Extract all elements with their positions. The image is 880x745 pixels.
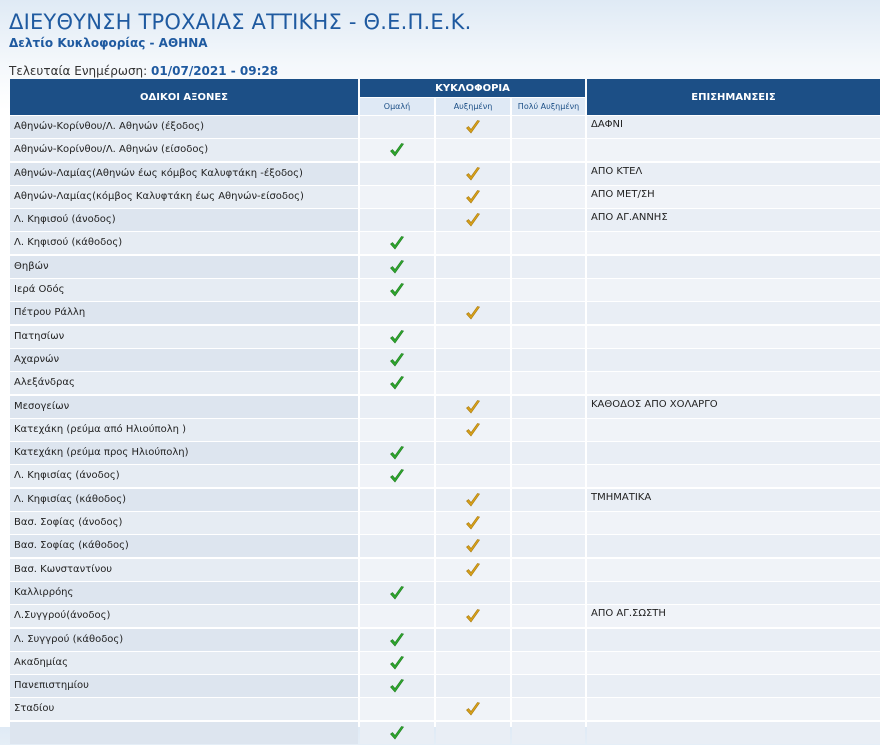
table-row — [10, 302, 880, 325]
cell-increased — [436, 722, 510, 744]
checkmark-icon — [465, 422, 481, 438]
traffic-table — [10, 79, 880, 745]
cell-normal — [360, 256, 434, 278]
road-name: Καλλιρρόης — [10, 582, 358, 604]
cell-normal — [360, 163, 434, 185]
cell-normal — [360, 512, 434, 534]
table-row — [10, 419, 880, 442]
note-cell — [587, 582, 880, 604]
road-name: Λ. Κηφισού (άνοδος) — [10, 209, 358, 231]
road-name: Λ.Συγγρού(άνοδος) — [10, 605, 358, 627]
cell-very-increased — [512, 349, 585, 371]
table-row — [10, 349, 880, 372]
table-row — [10, 698, 880, 721]
road-name: Αχαρνών — [10, 349, 358, 371]
cell-increased — [436, 186, 510, 208]
checkmark-icon — [389, 678, 405, 694]
page-title: ΔΙΕΥΘΥΝΣΗ ΤΡΟΧΑΙΑΣ ΑΤΤΙΚΗΣ - Θ.Ε.Π.Ε.Κ. — [9, 10, 472, 34]
cell-increased — [436, 419, 510, 441]
cell-very-increased — [512, 372, 585, 394]
table-body — [10, 116, 880, 745]
cell-very-increased — [512, 629, 585, 651]
cell-very-increased — [512, 396, 585, 418]
checkmark-icon — [465, 538, 481, 554]
cell-normal — [360, 372, 434, 394]
road-name: Λ. Κηφισίας (κάθοδος) — [10, 489, 358, 511]
cell-increased — [436, 396, 510, 418]
cell-very-increased — [512, 326, 585, 348]
cell-normal — [360, 489, 434, 511]
checkmark-icon — [389, 142, 405, 158]
checkmark-icon — [465, 701, 481, 717]
note-cell — [587, 419, 880, 441]
checkmark-icon — [465, 212, 481, 228]
cell-increased — [436, 605, 510, 627]
table-row — [10, 605, 880, 628]
table-row — [10, 139, 880, 162]
table-row — [10, 535, 880, 558]
checkmark-icon — [389, 468, 405, 484]
table-row — [10, 629, 880, 652]
table-row — [10, 652, 880, 675]
road-name: Ιερά Οδός — [10, 279, 358, 301]
checkmark-icon — [389, 445, 405, 461]
checkmark-icon — [465, 562, 481, 578]
checkmark-icon — [389, 632, 405, 648]
checkmark-icon — [465, 166, 481, 182]
table-row — [10, 163, 880, 186]
cell-increased — [436, 163, 510, 185]
note-cell — [587, 698, 880, 720]
cell-increased — [436, 279, 510, 301]
checkmark-icon — [389, 375, 405, 391]
table-row — [10, 186, 880, 209]
table-row — [10, 559, 880, 582]
road-name: Πέτρου Ράλλη — [10, 302, 358, 324]
cell-very-increased — [512, 489, 585, 511]
checkmark-icon — [465, 189, 481, 205]
cell-normal — [360, 465, 434, 487]
cell-normal — [360, 349, 434, 371]
last-updated — [9, 64, 278, 78]
table-row — [10, 326, 880, 349]
road-name: Αθηνών-Λαμίας(Αθηνών έως κόμβος Καλυφτάκη -έξοδος) — [10, 163, 358, 185]
note-cell — [587, 232, 880, 254]
note-cell — [587, 559, 880, 581]
note-cell — [587, 326, 880, 348]
checkmark-icon — [389, 655, 405, 671]
note-cell — [587, 465, 880, 487]
cell-very-increased — [512, 652, 585, 674]
cell-very-increased — [512, 116, 585, 138]
cell-very-increased — [512, 559, 585, 581]
note-cell — [587, 535, 880, 557]
table-row — [10, 722, 880, 745]
checkmark-icon — [465, 608, 481, 624]
checkmark-icon — [389, 329, 405, 345]
table-row — [10, 279, 880, 302]
table-row — [10, 256, 880, 279]
cell-increased — [436, 652, 510, 674]
note-cell — [587, 302, 880, 324]
note-cell: ΑΠΟ ΑΓ.ΑΝΝΗΣ — [587, 209, 880, 231]
last-updated-label: Τελευταία Ενημέρωση: — [9, 64, 148, 78]
header-increased: Αυξημένη — [436, 98, 510, 115]
cell-normal — [360, 186, 434, 208]
cell-increased — [436, 535, 510, 557]
cell-increased — [436, 302, 510, 324]
road-name: Μεσογείων — [10, 396, 358, 418]
table-row — [10, 489, 880, 512]
cell-normal — [360, 535, 434, 557]
cell-very-increased — [512, 209, 585, 231]
checkmark-icon — [465, 492, 481, 508]
cell-increased — [436, 559, 510, 581]
cell-very-increased — [512, 535, 585, 557]
header-normal: Ομαλή — [360, 98, 434, 115]
cell-increased — [436, 372, 510, 394]
road-name: Θηβών — [10, 256, 358, 278]
cell-normal — [360, 675, 434, 697]
header-traffic: ΚΥΚΛΟΦΟΡΙΑ — [360, 79, 585, 97]
cell-very-increased — [512, 512, 585, 534]
table-row — [10, 675, 880, 698]
road-name: Βασ. Σοφίας (κάθοδος) — [10, 535, 358, 557]
cell-increased — [436, 675, 510, 697]
checkmark-icon — [465, 305, 481, 321]
cell-normal — [360, 232, 434, 254]
note-cell — [587, 139, 880, 161]
table-row — [10, 372, 880, 395]
note-cell — [587, 279, 880, 301]
checkmark-icon — [389, 282, 405, 298]
cell-very-increased — [512, 722, 585, 744]
road-name: Λ. Κηφισού (κάθοδος) — [10, 232, 358, 254]
road-name: Κατεχάκη (ρεύμα από Ηλιούπολη ) — [10, 419, 358, 441]
checkmark-icon — [389, 352, 405, 368]
cell-normal — [360, 629, 434, 651]
cell-increased — [436, 139, 510, 161]
cell-normal — [360, 279, 434, 301]
road-name: Ακαδημίας — [10, 652, 358, 674]
cell-very-increased — [512, 582, 585, 604]
cell-increased — [436, 512, 510, 534]
road-name: Λ. Κηφισίας (άνοδος) — [10, 465, 358, 487]
table-row — [10, 512, 880, 535]
note-cell — [587, 256, 880, 278]
cell-normal — [360, 326, 434, 348]
cell-increased — [436, 442, 510, 464]
road-name — [10, 722, 358, 744]
cell-very-increased — [512, 279, 585, 301]
note-cell — [587, 629, 880, 651]
note-cell: ΚΑΘΟΔΟΣ ΑΠΟ ΧΟΛΑΡΓΟ — [587, 396, 880, 418]
cell-increased — [436, 256, 510, 278]
note-cell — [587, 722, 880, 744]
cell-very-increased — [512, 465, 585, 487]
header-notes: ΕΠΙΣΗΜΑΝΣΕΙΣ — [587, 79, 880, 115]
cell-very-increased — [512, 139, 585, 161]
note-cell — [587, 349, 880, 371]
table-header — [10, 79, 880, 116]
last-updated-value: 01/07/2021 - 09:28 — [151, 64, 279, 78]
checkmark-icon — [465, 515, 481, 531]
cell-normal — [360, 698, 434, 720]
road-name: Βασ. Σοφίας (άνοδος) — [10, 512, 358, 534]
cell-very-increased — [512, 605, 585, 627]
checkmark-icon — [465, 119, 481, 135]
road-name: Αθηνών-Κορίνθου/Λ. Αθηνών (έξοδος) — [10, 116, 358, 138]
cell-very-increased — [512, 419, 585, 441]
table-row — [10, 465, 880, 488]
checkmark-icon — [389, 235, 405, 251]
note-cell: ΔΑΦΝΙ — [587, 116, 880, 138]
note-cell: ΑΠΟ ΚΤΕΛ — [587, 163, 880, 185]
header-very-increased: Πολύ Αυξημένη — [512, 98, 585, 115]
cell-increased — [436, 116, 510, 138]
cell-increased — [436, 629, 510, 651]
cell-increased — [436, 698, 510, 720]
table-row — [10, 396, 880, 419]
cell-very-increased — [512, 698, 585, 720]
cell-very-increased — [512, 302, 585, 324]
cell-normal — [360, 419, 434, 441]
checkmark-icon — [389, 259, 405, 275]
cell-very-increased — [512, 232, 585, 254]
checkmark-icon — [465, 399, 481, 415]
note-cell — [587, 512, 880, 534]
cell-increased — [436, 582, 510, 604]
road-name: Αλεξάνδρας — [10, 372, 358, 394]
note-cell: ΤΜΗΜΑΤΙΚΑ — [587, 489, 880, 511]
cell-very-increased — [512, 186, 585, 208]
note-cell — [587, 675, 880, 697]
road-name: Σταδίου — [10, 698, 358, 720]
cell-normal — [360, 442, 434, 464]
cell-normal — [360, 605, 434, 627]
table-row — [10, 582, 880, 605]
cell-normal — [360, 139, 434, 161]
cell-normal — [360, 559, 434, 581]
road-name: Λ. Συγγρού (κάθοδος) — [10, 629, 358, 651]
cell-very-increased — [512, 163, 585, 185]
cell-normal — [360, 116, 434, 138]
note-cell — [587, 442, 880, 464]
checkmark-icon — [389, 725, 405, 741]
checkmark-icon — [389, 585, 405, 601]
table-row — [10, 116, 880, 139]
cell-increased — [436, 232, 510, 254]
cell-increased — [436, 349, 510, 371]
cell-increased — [436, 209, 510, 231]
header-roads: ΟΔΙΚΟΙ ΑΞΟΝΕΣ — [10, 79, 358, 115]
cell-normal — [360, 722, 434, 744]
cell-normal — [360, 209, 434, 231]
cell-very-increased — [512, 675, 585, 697]
cell-increased — [436, 465, 510, 487]
cell-normal — [360, 302, 434, 324]
table-row — [10, 442, 880, 465]
note-cell — [587, 652, 880, 674]
road-name: Πατησίων — [10, 326, 358, 348]
road-name: Βασ. Κωνσταντίνου — [10, 559, 358, 581]
cell-very-increased — [512, 256, 585, 278]
note-cell: ΑΠΟ ΜΕΤ/ΣΗ — [587, 186, 880, 208]
cell-very-increased — [512, 442, 585, 464]
road-name: Πανεπιστημίου — [10, 675, 358, 697]
cell-normal — [360, 582, 434, 604]
road-name: Κατεχάκη (ρεύμα προς Ηλιούπολη) — [10, 442, 358, 464]
road-name: Αθηνών-Λαμίας(κόμβος Καλυφτάκη έως Αθηνών-είσοδος) — [10, 186, 358, 208]
table-row — [10, 232, 880, 255]
cell-normal — [360, 652, 434, 674]
cell-normal — [360, 396, 434, 418]
note-cell — [587, 372, 880, 394]
cell-increased — [436, 326, 510, 348]
table-row — [10, 209, 880, 232]
road-name: Αθηνών-Κορίνθου/Λ. Αθηνών (είσοδος) — [10, 139, 358, 161]
note-cell: ΑΠΟ ΑΓ.ΣΩΣΤΗ — [587, 605, 880, 627]
cell-increased — [436, 489, 510, 511]
page-subtitle: Δελτίο Κυκλοφορίας - ΑΘΗΝΑ — [9, 36, 208, 50]
